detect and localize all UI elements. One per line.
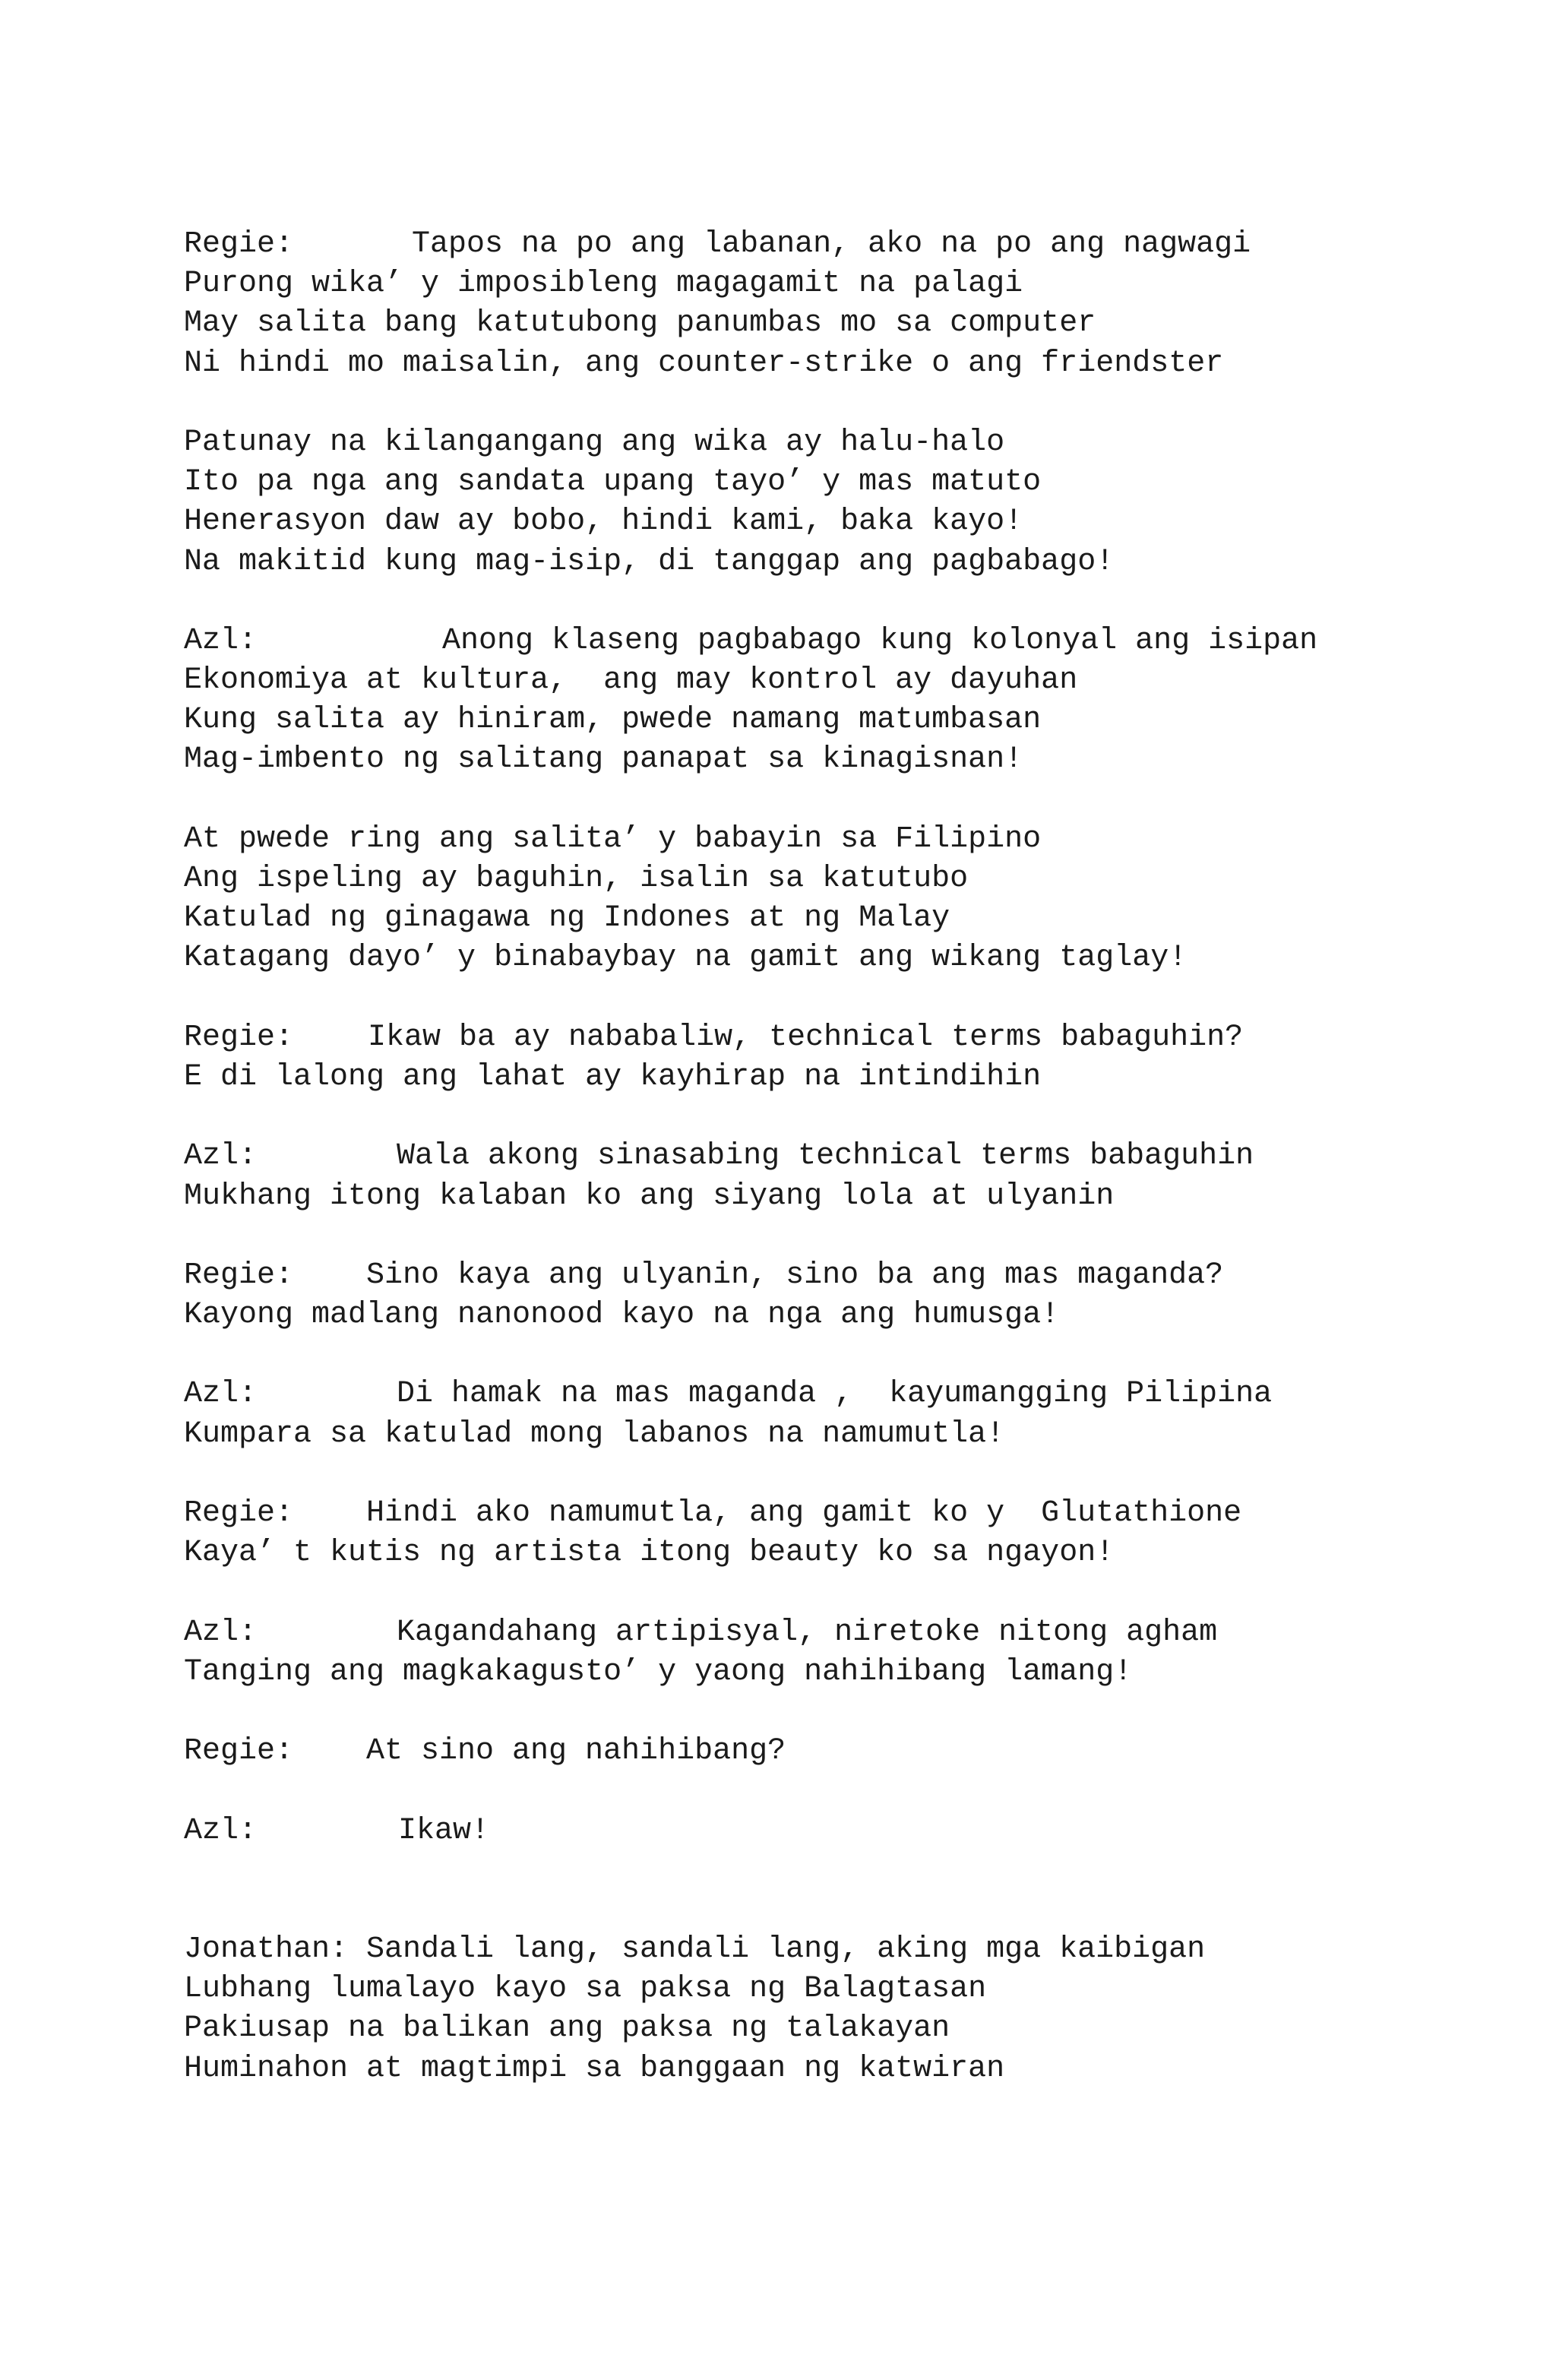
line-text: Kaya’ t kutis ng artista itong beauty ko sa ngayon! (184, 1536, 1115, 1571)
blank-line (184, 582, 1521, 622)
line-text: Sandali lang, sandali lang, aking mga kaibigan (366, 1932, 1206, 1967)
line-text: Di hamak na mas maganda , kayumangging Pilipina (397, 1377, 1273, 1412)
line-text: Tapos na po ang labanan, ako na po ang nagwagi (412, 227, 1251, 261)
poem-text (184, 225, 1521, 2089)
line-text: Mukhang itong kalaban ko ang siyang lola at ulyanin (184, 1179, 1115, 1214)
line-text: Ni hindi mo maisalin, ang counter-strike o ang friendster (184, 346, 1224, 381)
verse-line (184, 502, 1521, 542)
line-text: Hindi ako namumutla, ang gamit ko y Glutathione (366, 1496, 1242, 1530)
dialogue-line-with-speaker (184, 1494, 1521, 1533)
verse-line (184, 264, 1521, 304)
blank-line (184, 1335, 1521, 1375)
line-text: Ang ispeling ay baguhin, isalin sa katutubo (184, 862, 969, 896)
speaker-name: Regie: (184, 1258, 294, 1293)
blank-line (184, 1573, 1521, 1613)
verse-line (184, 859, 1521, 899)
verse-line (184, 701, 1521, 740)
verse-line (184, 661, 1521, 701)
verse-line (184, 463, 1521, 502)
line-text: Ikaw ba ay nababaliw, technical terms babaguhin? (368, 1020, 1244, 1055)
blank-line (184, 384, 1521, 423)
verse-line (184, 899, 1521, 938)
dialogue-line-with-speaker (184, 1137, 1521, 1176)
verse-line (184, 820, 1521, 859)
line-text: Kung salita ay hiniram, pwede namang matumbasan (184, 703, 1042, 738)
dialogue-line-with-speaker (184, 1812, 1521, 1851)
blank-line (184, 1217, 1521, 1256)
speaker-name: Regie: (184, 227, 294, 261)
speaker-name: Regie: (184, 1496, 294, 1530)
dialogue-line-with-speaker (184, 1732, 1521, 1771)
line-text: Purong wika’ y imposibleng magagamit na palagi (184, 267, 1023, 302)
speaker-name: Azl: (184, 1813, 258, 1848)
line-text: Sino kaya ang ulyanin, sino ba ang mas maganda? (366, 1258, 1224, 1293)
blank-line (184, 1851, 1521, 1891)
blank-line (184, 1771, 1521, 1811)
line-text: Wala akong sinasabing technical terms babaguhin (397, 1139, 1254, 1174)
verse-line (184, 304, 1521, 343)
dialogue-line-with-speaker (184, 1930, 1521, 1970)
verse-line (184, 938, 1521, 978)
line-text: Kagandahang artipisyal, niretoke nitong agham (397, 1615, 1218, 1650)
verse-line (184, 1970, 1521, 2009)
verse-line (184, 1533, 1521, 1573)
line-text: Kayong madlang nanonood kayo na nga ang humusga! (184, 1298, 1060, 1333)
dialogue-line-with-speaker (184, 225, 1521, 264)
verse-line (184, 423, 1521, 463)
blank-line (184, 780, 1521, 820)
speaker-name: Azl: (184, 1139, 258, 1174)
speaker-name: Regie: (184, 1734, 294, 1769)
blank-line (184, 1692, 1521, 1732)
verse-line (184, 1177, 1521, 1217)
speaker-name: Azl: (184, 623, 258, 658)
dialogue-line-with-speaker (184, 1256, 1521, 1296)
line-text: Mag-imbento ng salitang panapat sa kinagisnan! (184, 742, 1023, 777)
blank-line (184, 1097, 1521, 1137)
speaker-name: Azl: (184, 1615, 258, 1650)
verse-line (184, 2009, 1521, 2049)
line-text: Ekonomiya at kultura, ang may kontrol ay dayuhan (184, 663, 1078, 698)
dialogue-line-with-speaker (184, 1018, 1521, 1058)
line-text: At sino ang nahihibang? (366, 1734, 786, 1769)
verse-line (184, 543, 1521, 582)
line-text: Patunay na kilangangang ang wika ay halu-halo (184, 425, 1005, 460)
verse-line (184, 1058, 1521, 1097)
line-text: Pakiusap na balikan ang paksa ng talakayan (184, 2011, 950, 2046)
line-text: Ikaw! (398, 1813, 490, 1848)
blank-line (184, 1454, 1521, 1494)
dialogue-line-with-speaker (184, 622, 1521, 661)
line-text: Huminahon at magtimpi sa banggaan ng katwiran (184, 2051, 1005, 2086)
blank-line (184, 979, 1521, 1018)
line-text: Anong klaseng pagbabago kung kolonyal ang isipan (442, 623, 1318, 658)
verse-line (184, 1415, 1521, 1454)
dialogue-line-with-speaker (184, 1613, 1521, 1653)
verse-line (184, 1296, 1521, 1335)
dialogue-line-with-speaker (184, 1375, 1521, 1414)
line-text: Na makitid kung mag-isip, di tanggap ang pagbabago! (184, 544, 1115, 579)
verse-line (184, 2049, 1521, 2089)
line-text: May salita bang katutubong panumbas mo sa computer (184, 306, 1096, 341)
line-text: Lubhang lumalayo kayo sa paksa ng Balagtasan (184, 1972, 987, 2007)
speaker-name: Jonathan: (184, 1932, 349, 1967)
verse-line (184, 1653, 1521, 1692)
verse-line (184, 344, 1521, 384)
blank-line (184, 1891, 1521, 1930)
line-text: Tanging ang magkakagusto’ y yaong nahihibang lamang! (184, 1654, 1133, 1689)
line-text: E di lalong ang lahat ay kayhirap na intindihin (184, 1059, 1042, 1094)
line-text: Kumpara sa katulad mong labanos na namumutla! (184, 1416, 1005, 1451)
speaker-name: Regie: (184, 1020, 294, 1055)
line-text: Katagang dayo’ y binabaybay na gamit ang wikang taglay! (184, 941, 1188, 976)
verse-line (184, 740, 1521, 780)
line-text: At pwede ring ang salita’ y babayin sa Filipino (184, 821, 1042, 856)
line-text: Ito pa nga ang sandata upang tayo’ y mas matuto (184, 465, 1042, 500)
speaker-name: Azl: (184, 1377, 258, 1412)
line-text: Katulad ng ginagawa ng Indones at ng Malay (184, 901, 950, 936)
line-text: Henerasyon daw ay bobo, hindi kami, baka kayo! (184, 505, 1023, 540)
